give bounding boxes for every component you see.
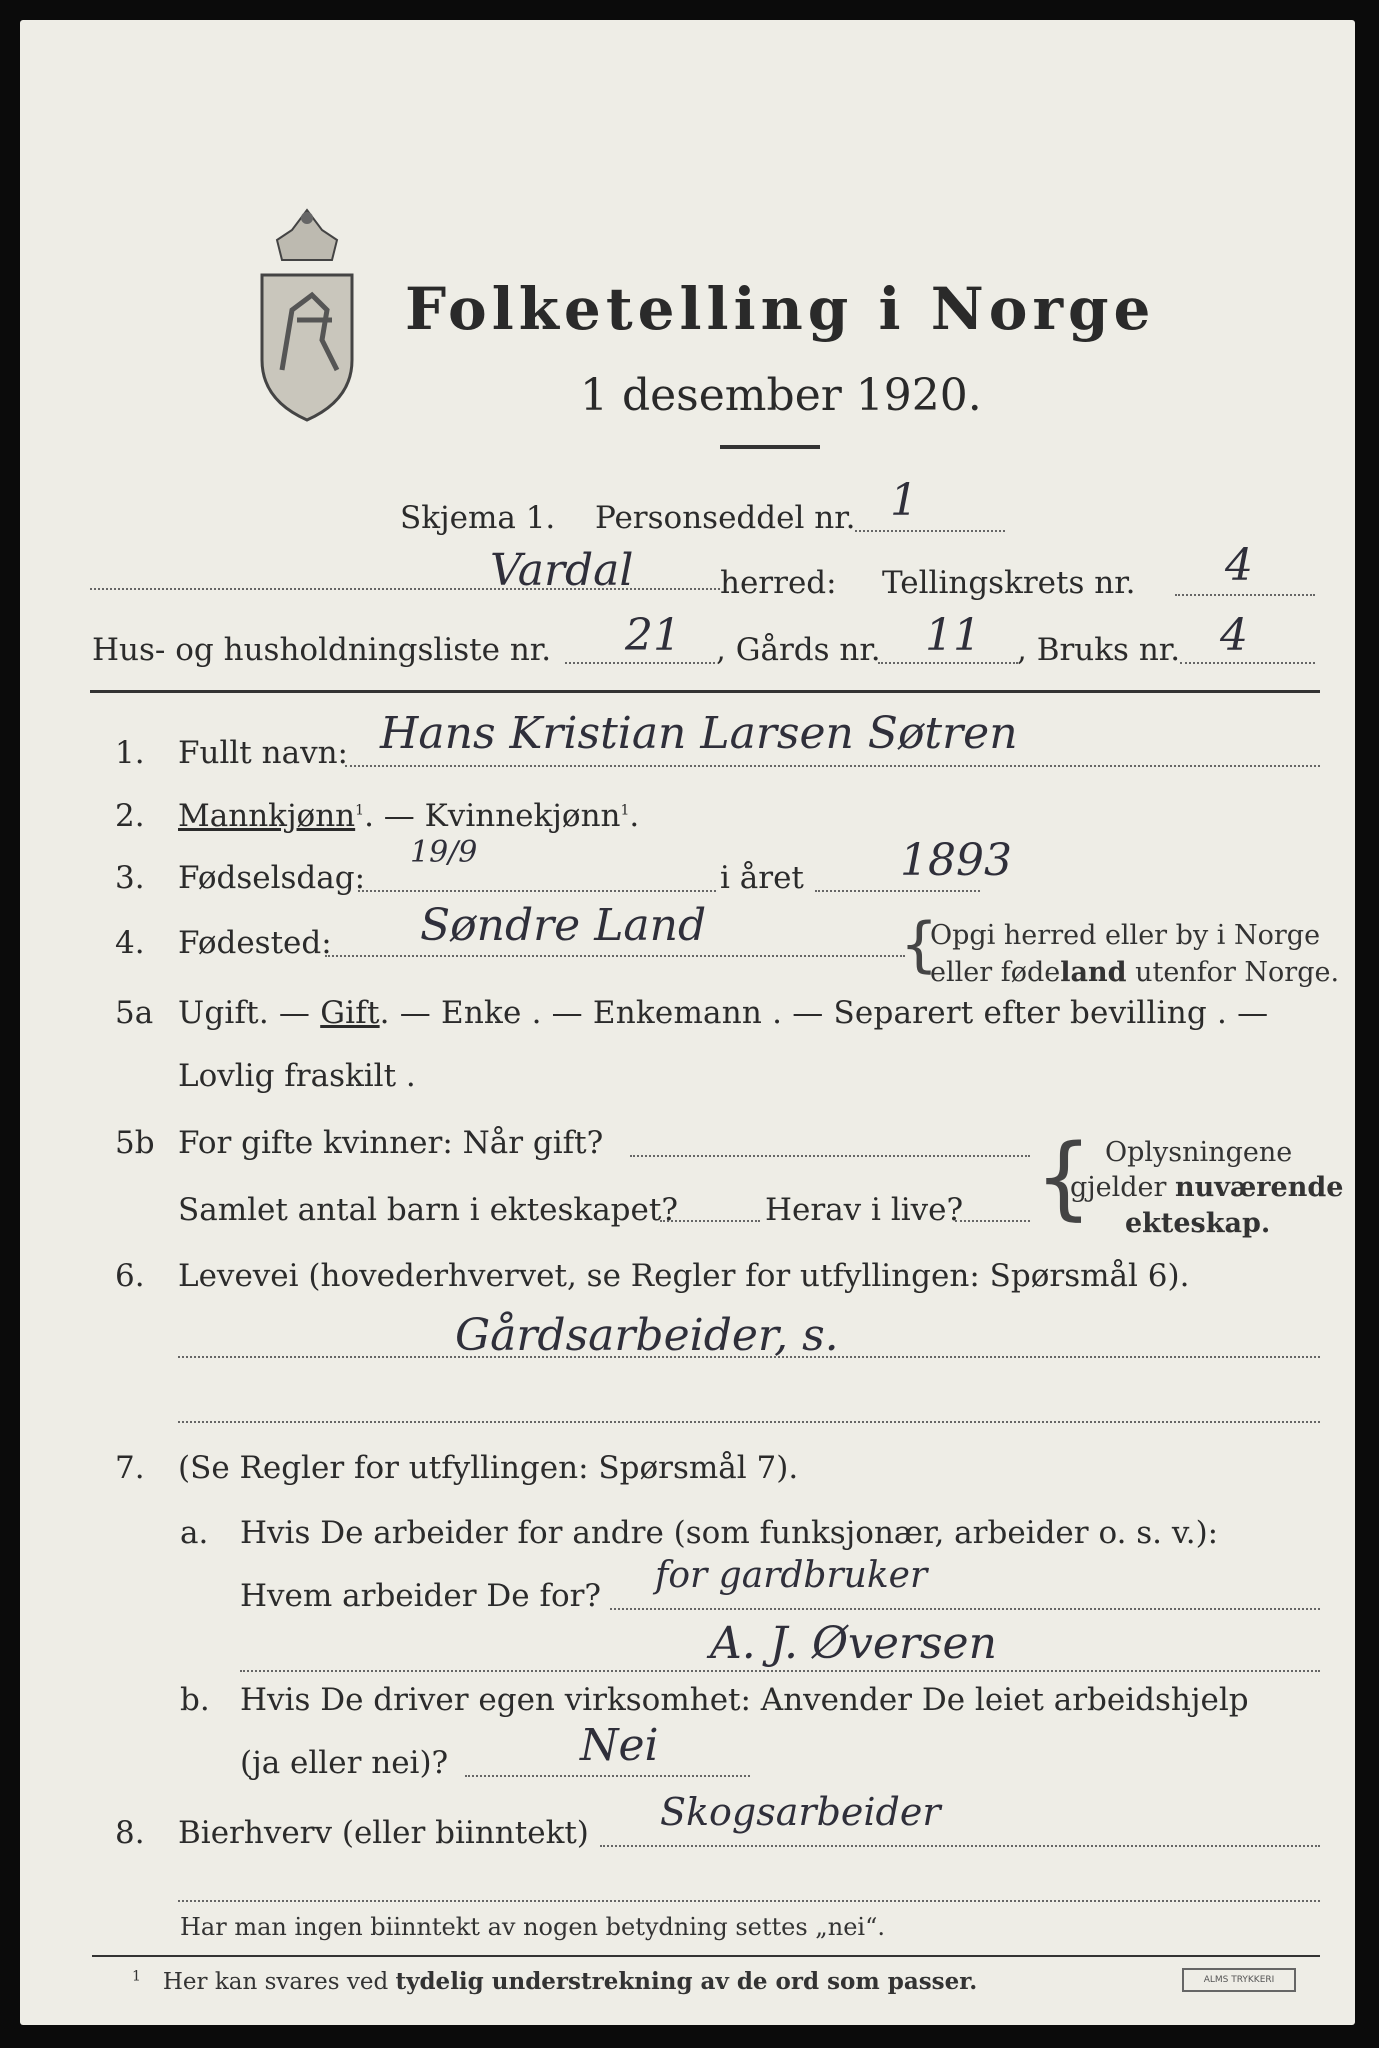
q6-label: Levevei (hovederhvervet, se Regler for utfyllingen: Spørsmål 6).: [178, 1258, 1190, 1294]
tellingskrets-label: Tellingskrets nr.: [882, 565, 1136, 601]
q2-male-option[interactable]: Mannkjønn: [178, 798, 356, 834]
q7-label: (Se Regler for utfyllingen: Spørsmål 7).: [178, 1450, 799, 1486]
header-divider: [90, 690, 1320, 693]
q5b-married-line[interactable]: [630, 1155, 1030, 1157]
q7a-letter: a.: [180, 1515, 209, 1551]
q2-label: Mannkjønn$^1$. — Kvinnekjønn$^1$.: [178, 798, 640, 834]
q5b-children-line[interactable]: [660, 1220, 760, 1222]
q3-year-line: [815, 890, 980, 892]
q7a-line1: Hvis De arbeider for andre (som funksjonær, arbeider o. s. v.):: [240, 1515, 1219, 1551]
q8-value[interactable]: Skogsarbeider: [660, 1790, 941, 1834]
q5b-line1: For gifte kvinner: Når gift?: [178, 1125, 604, 1161]
q4-label: Fødested:: [178, 925, 332, 961]
q4-number: 4.: [115, 925, 145, 961]
q5a-gift-option[interactable]: Gift: [320, 995, 380, 1031]
personseddel-value[interactable]: 1: [890, 475, 918, 526]
gards-label: , Gårds nr.: [716, 632, 881, 668]
q3-day-line: [358, 890, 716, 892]
q8-line-1: [600, 1845, 1320, 1847]
hus-line: [565, 662, 715, 664]
form-title: Folketelling i Norge: [405, 275, 1156, 343]
q8-line-2: [178, 1900, 1320, 1902]
q7a-question: Hvem arbeider De for?: [240, 1578, 602, 1614]
q5a-other-options[interactable]: . — Enke . — Enkemann . — Separert efter bevilling . —: [379, 995, 1269, 1031]
gards-line: [878, 662, 1018, 664]
footer-divider: [92, 1955, 1320, 1957]
tellingskrets-line: [1175, 594, 1315, 596]
q7b-value[interactable]: Nei: [580, 1720, 659, 1771]
q6-line-2: [178, 1421, 1320, 1423]
q7a-value-1[interactable]: for gardbruker: [655, 1555, 928, 1596]
bruks-line: [1180, 662, 1315, 664]
q5b-note-1: Oplysningene: [1105, 1137, 1293, 1168]
q1-number: 1.: [115, 735, 145, 771]
q5b-alive-label: Herav i live?: [765, 1192, 964, 1228]
q4-note-1: Opgi herred eller by i Norge: [930, 920, 1321, 951]
hus-label: Hus- og husholdningsliste nr.: [92, 632, 552, 668]
q5b-note-3: ekteskap.: [1125, 1208, 1271, 1239]
skjema-label: Skjema 1.: [400, 500, 556, 536]
q7b-question: (ja eller nei)?: [240, 1745, 449, 1781]
q5b-children-label: Samlet antal barn i ekteskapet?: [178, 1192, 678, 1228]
q3-year-value[interactable]: 1893: [900, 835, 1012, 886]
q7a-line-1: [610, 1608, 1320, 1610]
q2-female-option[interactable]: . — Kvinnekjønn: [364, 798, 621, 834]
coat-of-arms-icon: [242, 200, 372, 425]
q6-number: 6.: [115, 1258, 145, 1294]
q1-label: Fullt navn:: [178, 735, 348, 771]
herred-label: herred:: [720, 565, 837, 601]
q8-label: Bierhverv (eller biinntekt): [178, 1815, 589, 1851]
title-divider: [720, 445, 820, 449]
q6-value[interactable]: Gårdsarbeider, s.: [455, 1310, 839, 1361]
q7b-line1: Hvis De driver egen virksomhet: Anvender De leiet arbeidshjelp: [240, 1682, 1249, 1718]
hus-value[interactable]: 21: [625, 610, 681, 661]
q1-line: [345, 765, 1320, 767]
q7b-line: [465, 1775, 750, 1777]
q5b-note-2: gjelder nuværende: [1070, 1172, 1344, 1203]
q7a-value-2[interactable]: A. J. Øversen: [710, 1618, 997, 1669]
q5a-options: Ugift. — Gift. — Enke . — Enkemann . — Separert efter bevilling . —: [178, 995, 1269, 1031]
printer-stamp: ALMS TRYKKERI: [1182, 1968, 1296, 1992]
census-form: [20, 20, 1355, 2025]
q3-label: Fødselsdag:: [178, 860, 366, 896]
gards-value[interactable]: 11: [925, 610, 981, 661]
q5b-brace: {: [1035, 1125, 1093, 1230]
census-date: 1 desember 1920.: [580, 370, 982, 421]
q1-value[interactable]: Hans Kristian Larsen Søtren: [380, 708, 1018, 759]
q3-day-value[interactable]: 19/9: [410, 835, 478, 870]
q7b-letter: b.: [180, 1682, 210, 1718]
q5b-alive-line[interactable]: [955, 1220, 1030, 1222]
q4-line: [325, 955, 905, 957]
q3-year-label: i året: [720, 860, 804, 896]
q2-number: 2.: [115, 798, 145, 834]
personseddel-label: Personseddel nr.: [595, 500, 856, 536]
q5a-number: 5a: [115, 995, 154, 1031]
bruks-label: , Bruks nr.: [1017, 632, 1181, 668]
q7-number: 7.: [115, 1450, 145, 1486]
q8-number: 8.: [115, 1815, 145, 1851]
q7a-line-2: [240, 1670, 1320, 1672]
herred-value[interactable]: Vardal: [490, 545, 634, 596]
personseddel-line: [855, 530, 1005, 532]
bruks-value[interactable]: 4: [1220, 610, 1248, 661]
footnote: $^1$ Her kan svares ved tydelig understrekning av de ord som passer.: [132, 1968, 978, 1995]
q5b-number: 5b: [115, 1125, 155, 1161]
q4-note-2: eller fødeland utenfor Norge.: [930, 957, 1340, 988]
q4-value[interactable]: Søndre Land: [420, 900, 707, 951]
biinntekt-note: Har man ingen biinntekt av nogen betydning settes „nei“.: [180, 1913, 885, 1941]
q4-brace: {: [900, 910, 939, 980]
q3-number: 3.: [115, 860, 145, 896]
q5a-ugift-option[interactable]: Ugift: [178, 995, 259, 1031]
q6-line-1: [178, 1356, 1320, 1358]
q5a-fraskilt-option[interactable]: Lovlig fraskilt .: [178, 1058, 416, 1094]
tellingskrets-value[interactable]: 4: [1225, 540, 1253, 591]
